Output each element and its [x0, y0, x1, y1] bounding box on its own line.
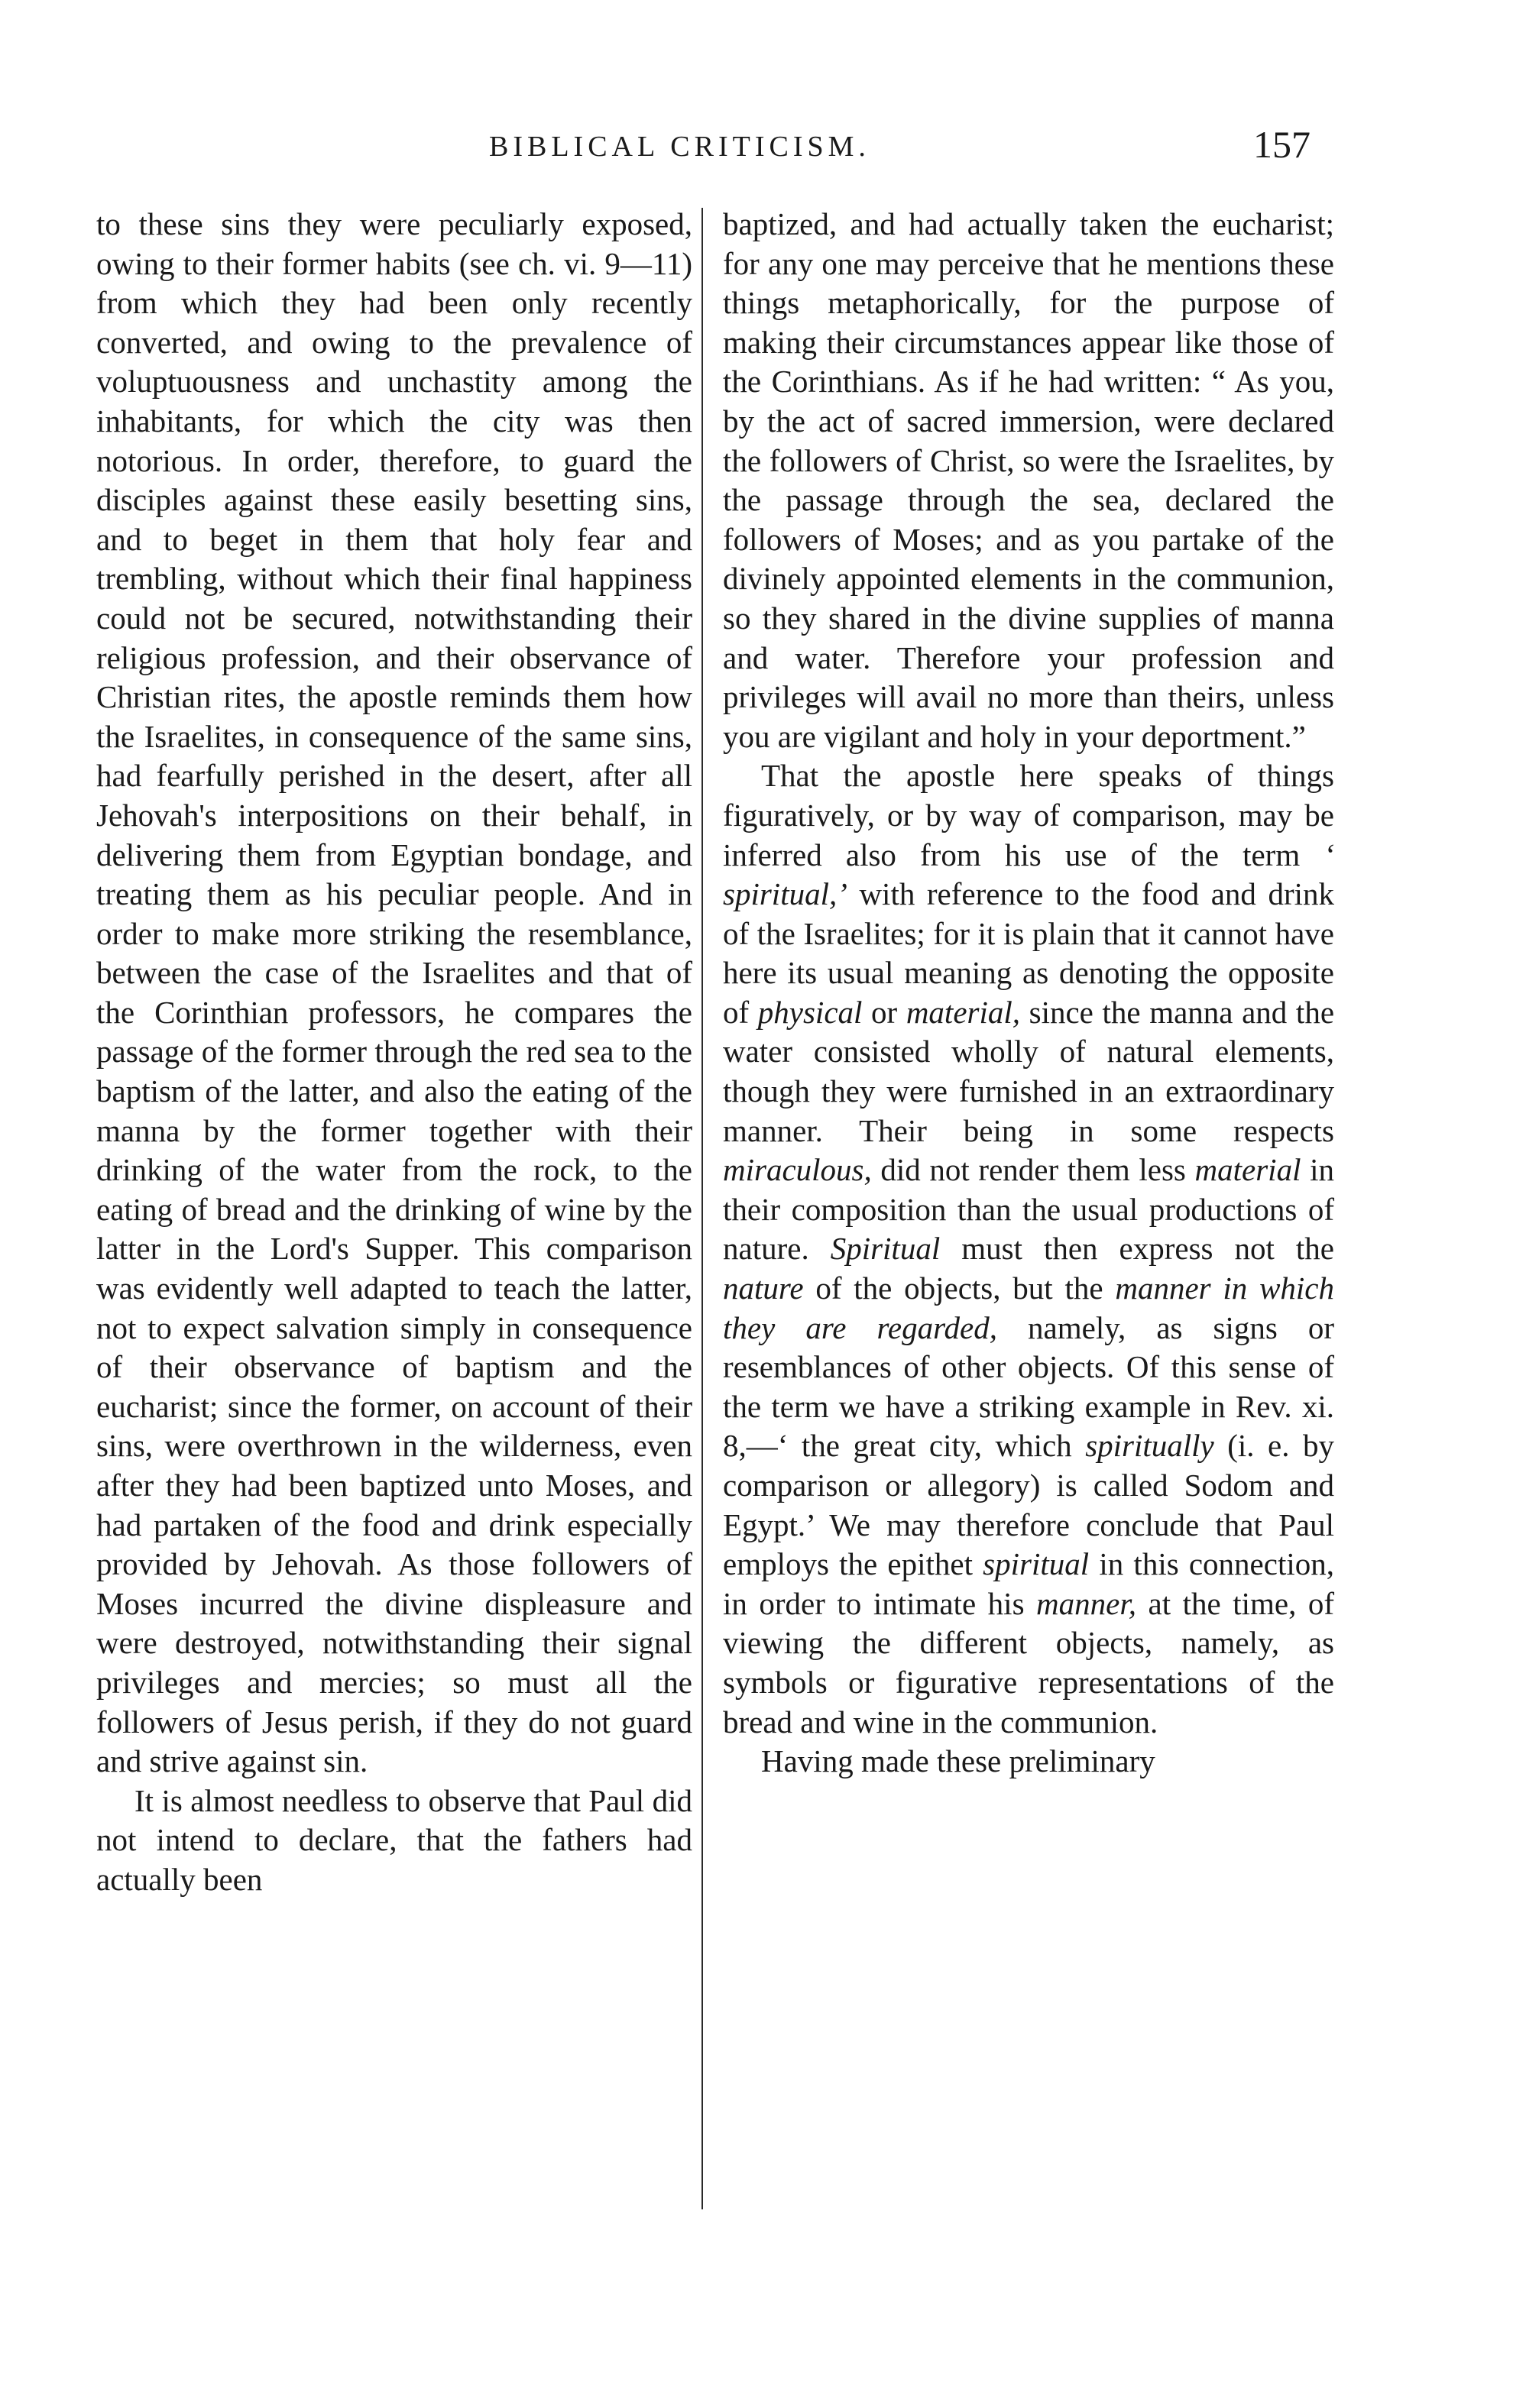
italic-term: spiritually: [1085, 1428, 1214, 1464]
italic-term: manner,: [1036, 1585, 1137, 1621]
text-run: or: [862, 994, 906, 1030]
page-number: 157: [1253, 123, 1311, 166]
left-column: [96, 205, 692, 1900]
paragraph: baptized, and had actually taken the eucharist; for any one may perceive that he mentions these things metaphorically, for the purpose of making their circumstances appear like those of the Corinthians. As if he had written: “ As you, by the act of sacred immersion, were declared the followers of Christ, so were the Israelites, by the passage through the sea, declared the followers of Moses; and as you partake of the divinely appointed elements in the communion, so they shared in the divine supplies of manna and water. Therefore your profession and privileges will avail no more than theirs, unless you are vigilant and holy in your deportment.”: [723, 206, 1334, 754]
text-run: (i. e. by comparison or allegory) is called Sodom and Egypt.’ We may therefore conclude that Paul employs the epithet: [723, 1428, 1334, 1582]
paragraph: to these sins they were peculiarly exposed, owing to their former habits (see ch. vi. 9—11) from which they had been only recently converted, and owing to the prevalence of voluptuousness and unchastity among the inhabitants, for which the city was then notorious. In order, therefore, to guard the disciples against these easily besetting sins, and to beget in them that holy fear and trembling, without which their final happiness could not be secured, notwithstanding their religious profession, and their observance of Christian rites, the apostle reminds them how the Israelites, in consequence of the same sins, had fearfully perished in the desert, after all Jehovah's interpositions on their behalf, in delivering them from Egyptian bondage, and treating them as his peculiar people. And in order to make more striking the resemblance, between the case of the Israelites and that of the Corinthian professors, he compares the passage of the former through the red sea to the baptism of the latter, and also the eating of the manna by the former together with their drinking of the water from the rock, to the eating of bread and the drinking of wine by the latter in the Lord's Supper. This comparison was evidently well adapted to teach the latter, not to expect salvation simply in consequence of their observance of baptism and the eucharist; since the former, on account of their sins, were overthrown in the wilderness, even after they had been baptized unto Moses, and had partaken of the food and drink especially provided by Jehovah. As those followers of Moses incurred the divine displeasure and were destroyed, notwithstanding their signal privileges and mercies; so must all the followers of Jesus perish, if they do not guard and strive against sin.: [96, 206, 692, 1779]
text-run: of the objects, but the: [803, 1270, 1116, 1306]
italic-term: Spiritual: [830, 1231, 941, 1267]
italic-term: miraculous,: [723, 1152, 872, 1188]
paragraph: Having made these preliminary: [761, 1743, 1155, 1779]
italic-term: material: [1194, 1152, 1301, 1188]
text-run: at the time, of viewing the different objects, namely, as symbols or figurative representations of the bread and wine in the communion.: [723, 1585, 1335, 1740]
running-title: BIBLICAL CRITICISM.: [489, 131, 870, 163]
italic-term: physical: [757, 994, 863, 1030]
text-run: since the manna and the water consisted wholly of natural elements, though they were furnished in an extraordinary manner. Their being in some respects: [723, 994, 1335, 1148]
paragraph: It is almost needless to observe that Paul did not intend to declare, that the fathers had actually been: [96, 1782, 692, 1897]
right-column: [723, 205, 1334, 1782]
text-run: did not render them less: [871, 1152, 1195, 1188]
text-run: That the apostle here speaks of things figuratively, or by way of comparison, may be inferred also from his use of the term: [723, 758, 1334, 872]
italic-term: material,: [906, 994, 1021, 1030]
text-run: in this connection, in order to intimate his: [723, 1546, 1334, 1621]
column-divider: [701, 208, 703, 2209]
italic-term: nature: [723, 1270, 804, 1306]
italic-term: ‘ spiritual,’: [723, 837, 1334, 912]
text-run: with reference to the food and drink of the Israelites; for it is plain that it cannot have here its usual meaning as denoting the opposite of: [723, 876, 1334, 1030]
text-run: must then express not the: [940, 1231, 1334, 1267]
italic-term: manner in which they are regarded,: [723, 1270, 1334, 1345]
paragraph: [723, 756, 1334, 1742]
italic-term: spiritual: [983, 1546, 1090, 1582]
text-run: in their composition than the usual productions of nature.: [723, 1152, 1334, 1267]
text-run: namely, as signs or resemblances of other objects. Of this sense of the term we have a striking example in Rev. xi. 8,—‘ the great city, which: [723, 1309, 1334, 1464]
